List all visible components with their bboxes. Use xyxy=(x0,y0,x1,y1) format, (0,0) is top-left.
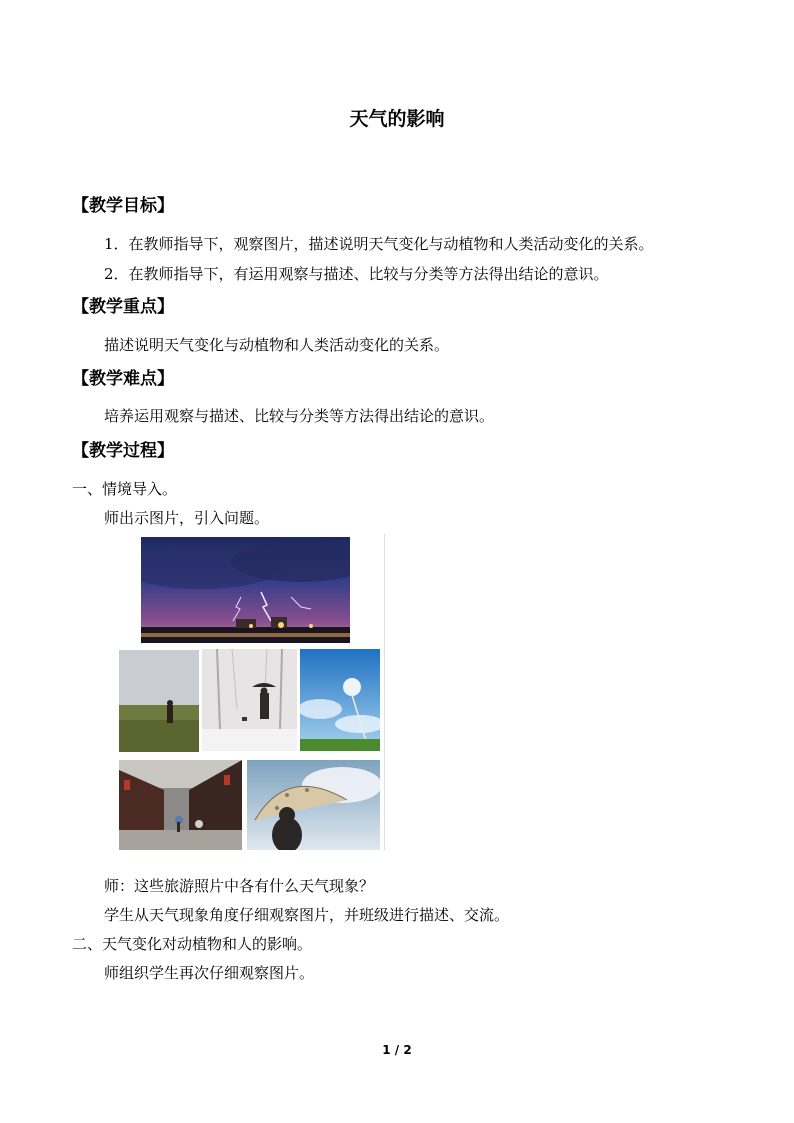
process-step-2: 二、天气变化对动植物和人的影响。 xyxy=(72,935,313,953)
key-points-text: 描述说明天气变化与动植物和人类活动变化的关系。 xyxy=(104,336,450,354)
page-title: 天气的影响 xyxy=(349,108,445,130)
section-heading-goals: 【教学目标】 xyxy=(72,196,174,216)
dandelion-sky-photo xyxy=(300,649,380,751)
section-heading-key-points: 【教学重点】 xyxy=(72,297,174,317)
umbrella-sky-photo xyxy=(247,760,380,850)
page-number: 1 / 2 xyxy=(382,1043,412,1057)
difficulties-text: 培养运用观察与描述、比较与分类等方法得出结论的意识。 xyxy=(104,407,495,425)
goal-item-2: 2．在教师指导下，有运用观察与描述、比较与分类等方法得出结论的意识。 xyxy=(104,265,609,283)
student-activity: 学生从天气现象角度仔细观察图片，并班级进行描述、交流。 xyxy=(104,906,510,924)
grassland-person-photo xyxy=(119,650,199,752)
rainy-street-photo xyxy=(119,760,242,850)
goal-item-1: 1．在教师指导下，观察图片，描述说明天气变化与动植物和人类活动变化的关系。 xyxy=(104,235,654,253)
section-heading-process: 【教学过程】 xyxy=(72,441,174,461)
process-step-2-line: 师组织学生再次仔细观察图片。 xyxy=(104,964,315,982)
snow-umbrella-photo xyxy=(202,649,297,751)
process-step-1: 一、情境导入。 xyxy=(72,480,178,498)
section-heading-difficulties: 【教学难点】 xyxy=(72,369,174,389)
teacher-question: 师：这些旅游照片中各有什么天气现象？ xyxy=(104,877,375,895)
process-step-1-line: 师出示图片，引入问题。 xyxy=(104,509,270,527)
lightning-storm-photo xyxy=(141,537,350,643)
